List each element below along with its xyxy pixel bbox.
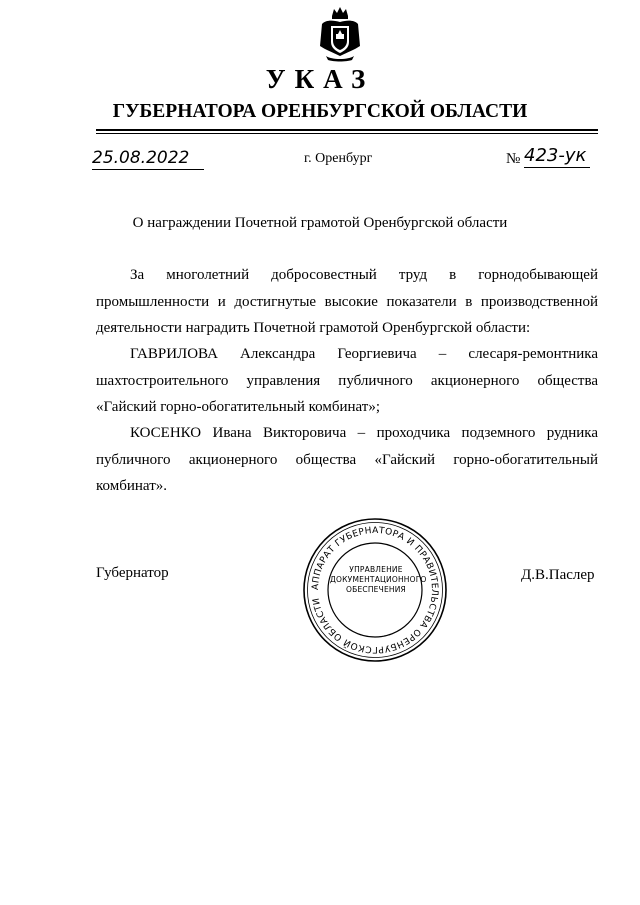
stamp-center-text: [330, 565, 427, 595]
number-sign: №: [506, 151, 521, 167]
stamp-center-line-3: ОБЕСПЕЧЕНИЯ: [346, 585, 406, 594]
stamp-center-line-1: УПРАВЛЕНИЕ: [349, 565, 403, 574]
header-rule-thick: [96, 129, 598, 131]
issuer-subtitle: ГУБЕРНАТОРА ОРЕНБУРГСКОЙ ОБЛАСТИ: [112, 101, 528, 122]
stamp-ring-text: АППАРАТ ГУБЕРНАТОРА И ПРАВИТЕЛЬСТВА ОРЕНБУРГСКОЙ ОБЛАСТИ: [310, 525, 440, 655]
paragraph-awardee-kosenko: КОСЕНКО Ивана Викторовича – проходчика подземного рудника публичного акционерного общества «Гайский горно-обогатительный комбинат».: [96, 425, 598, 494]
header-rule-thin: [96, 133, 598, 134]
document-city: г. Оренбург: [304, 151, 373, 166]
document-date: 25.08.2022: [92, 147, 204, 170]
signatory-title: Губернатор: [96, 565, 169, 581]
paragraph-award-intro: За многолетний добросовестный труд в горнодобывающей промышленности и достигнутые высокие показатели в производственной деятельности наградить Почетной грамотой Оренбургской области:: [96, 267, 598, 336]
signatory-name: Д.В.Паслер: [521, 567, 595, 583]
document-heading: О награждении Почетной грамотой Оренбургской области: [132, 215, 508, 231]
document-type-title: УКАЗ: [265, 64, 375, 94]
stamp-center-line-2: ДОКУМЕНТАЦИОННОГО: [330, 575, 427, 584]
coat-of-arms-icon: [318, 6, 362, 62]
document-number: 423-ук: [524, 145, 590, 168]
paragraph-awardee-gavrilov: ГАВРИЛОВА Александра Георгиевича – слесаря-ремонтника шахтостроительного управления публичного акционерного общества «Гайский горно-обогатительный комбинат»;: [96, 346, 598, 415]
